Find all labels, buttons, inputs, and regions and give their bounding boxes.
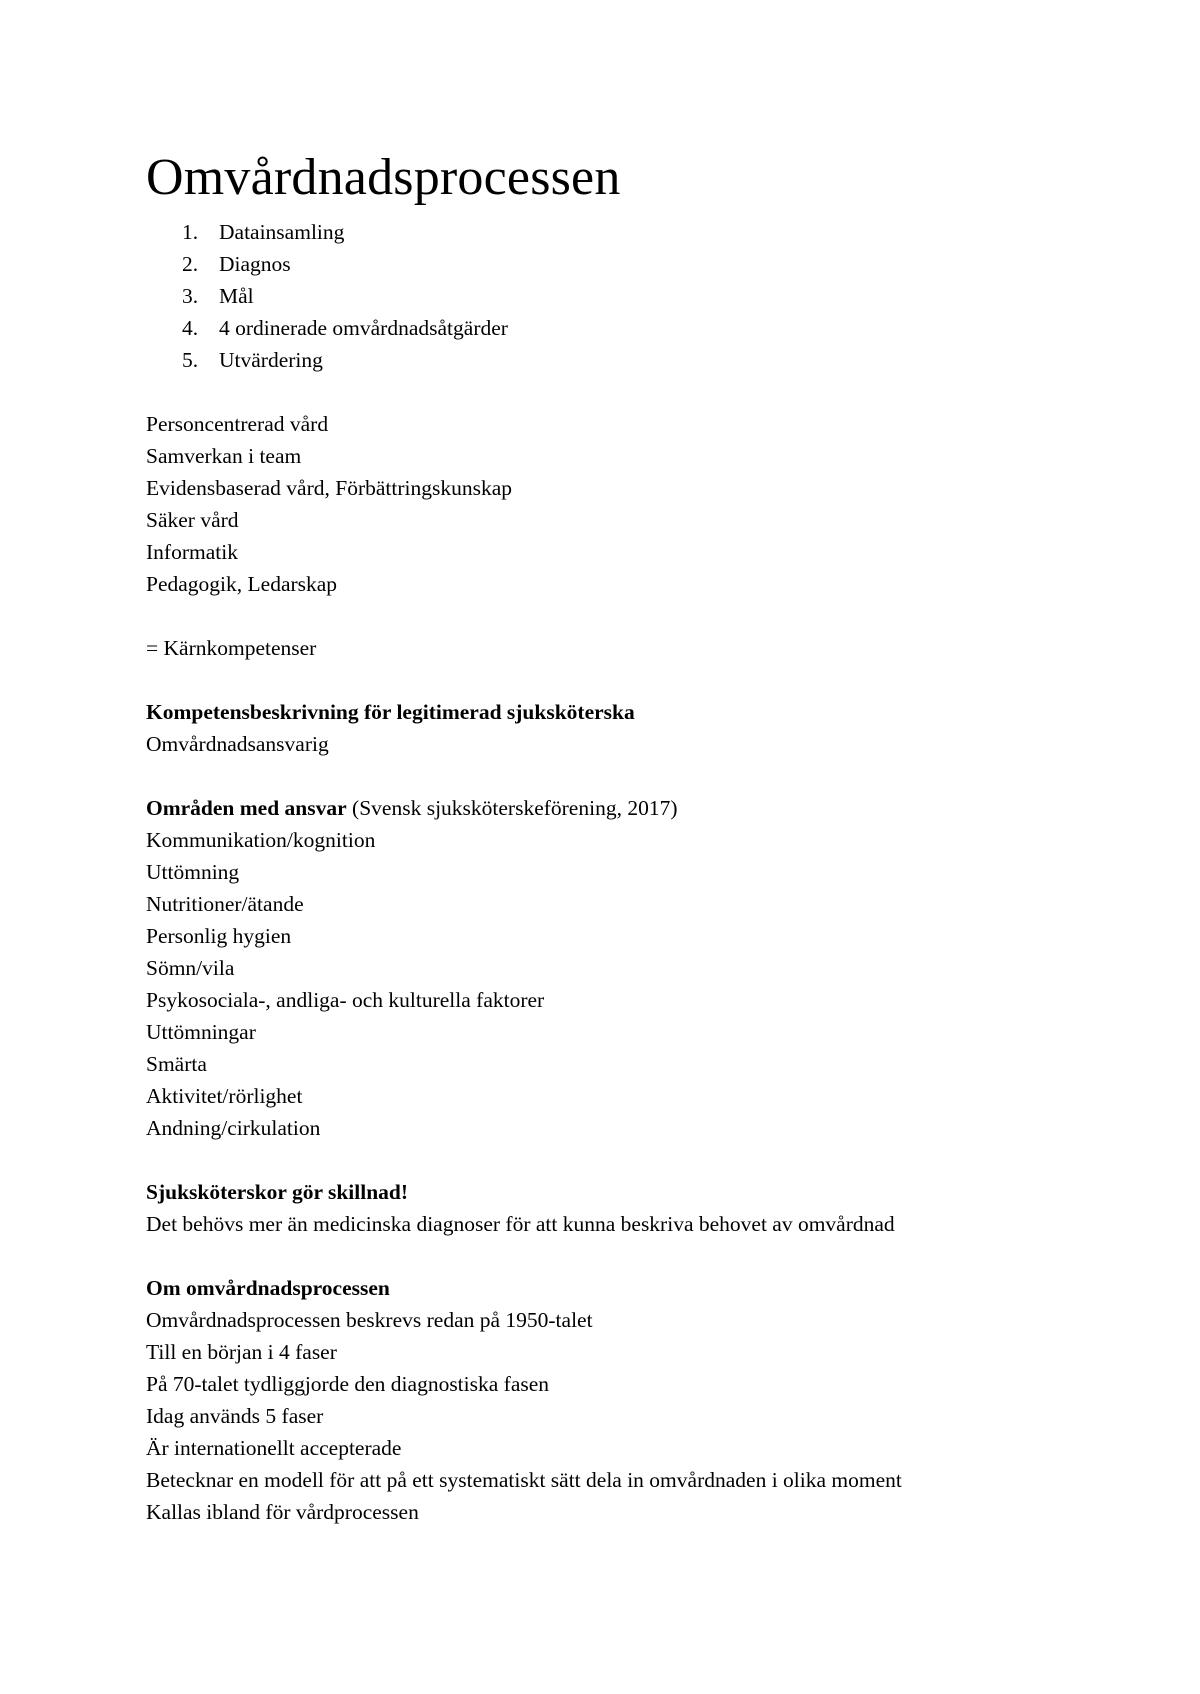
- source-citation: (Svensk sjuksköterskeförening, 2017): [346, 796, 678, 820]
- competency-line: Säker vård: [146, 508, 239, 532]
- section-heading: Om omvårdnadsprocessen: [146, 1276, 390, 1300]
- list-item: [146, 248, 1066, 280]
- competency-line: Personcentrerad vård: [146, 412, 329, 436]
- section-heading: Kompetensbeskrivning för legitimerad sjuksköterska: [146, 700, 635, 724]
- competency-line: Evidensbaserad vård, Förbättringskunskap: [146, 476, 513, 500]
- competency-line: Informatik: [146, 540, 238, 564]
- section-heading: Sjuksköterskor gör skillnad!: [146, 1180, 409, 1204]
- list-item: Kallas ibland för vårdprocessen: [146, 1500, 419, 1524]
- section-text: Omvårdnadsansvarig: [146, 732, 329, 756]
- list-item-label: Datainsamling: [219, 220, 345, 244]
- competency-line: Samverkan i team: [146, 444, 302, 468]
- competencies-summary: = Kärnkompetenser: [146, 636, 317, 660]
- list-item: Är internationellt accepterade: [146, 1436, 402, 1460]
- list-item: På 70-talet tydliggjorde den diagnostiska fasen: [146, 1372, 550, 1396]
- document-page: [146, 148, 1066, 1528]
- list-item: Idag används 5 faser: [146, 1404, 324, 1428]
- list-item: Uttömning: [146, 860, 240, 884]
- section-heading-line: [146, 792, 1066, 824]
- list-item: Sömn/vila: [146, 956, 235, 980]
- list-item: Omvårdnadsprocessen beskrevs redan på 1950-talet: [146, 1308, 593, 1332]
- competence-description-section: [146, 696, 1066, 760]
- list-item-label: Diagnos: [219, 252, 291, 276]
- spacer: [146, 1240, 1066, 1272]
- list-item: Personlig hygien: [146, 924, 292, 948]
- document-title: Omvårdnadsprocessen: [146, 149, 621, 206]
- nurses-difference-section: [146, 1176, 1066, 1240]
- list-item: Uttömningar: [146, 1020, 256, 1044]
- list-item-label: Mål: [219, 284, 254, 308]
- about-process-section: [146, 1272, 1066, 1528]
- responsibility-areas-section: [146, 792, 1066, 1144]
- list-number: 5.: [182, 348, 199, 372]
- spacer: [146, 664, 1066, 696]
- section-heading: Områden med ansvar: [146, 796, 347, 820]
- competencies-section: [146, 408, 1066, 600]
- list-item-label: Utvärdering: [219, 348, 323, 372]
- section-text: Det behövs mer än medicinska diagnoser för att kunna beskriva behovet av omvårdnad: [146, 1212, 895, 1236]
- spacer: [146, 760, 1066, 792]
- list-item: [146, 312, 1066, 344]
- process-steps-list: [146, 216, 1066, 376]
- list-item: [146, 344, 1066, 376]
- list-item: Psykosociala-, andliga- och kulturella faktorer: [146, 988, 545, 1012]
- list-item: Smärta: [146, 1052, 207, 1076]
- list-item: Till en början i 4 faser: [146, 1340, 337, 1364]
- spacer: [146, 1144, 1066, 1176]
- competency-line: Pedagogik, Ledarskap: [146, 572, 338, 596]
- list-item: Nutritioner/ätande: [146, 892, 304, 916]
- spacer: [146, 600, 1066, 632]
- list-item: [146, 280, 1066, 312]
- list-number: 2.: [182, 252, 199, 276]
- list-item-label: 4 ordinerade omvårdnadsåtgärder: [219, 316, 508, 340]
- list-item: Betecknar en modell för att på ett systematiskt sätt dela in omvårdnaden i olika moment: [146, 1468, 902, 1492]
- list-number: 4.: [182, 316, 199, 340]
- list-item: Aktivitet/rörlighet: [146, 1084, 303, 1108]
- spacer: [146, 376, 1066, 408]
- list-item: [146, 216, 1066, 248]
- list-item: Kommunikation/kognition: [146, 828, 376, 852]
- list-item: Andning/cirkulation: [146, 1116, 321, 1140]
- list-number: 3.: [182, 284, 199, 308]
- list-number: 1.: [182, 220, 199, 244]
